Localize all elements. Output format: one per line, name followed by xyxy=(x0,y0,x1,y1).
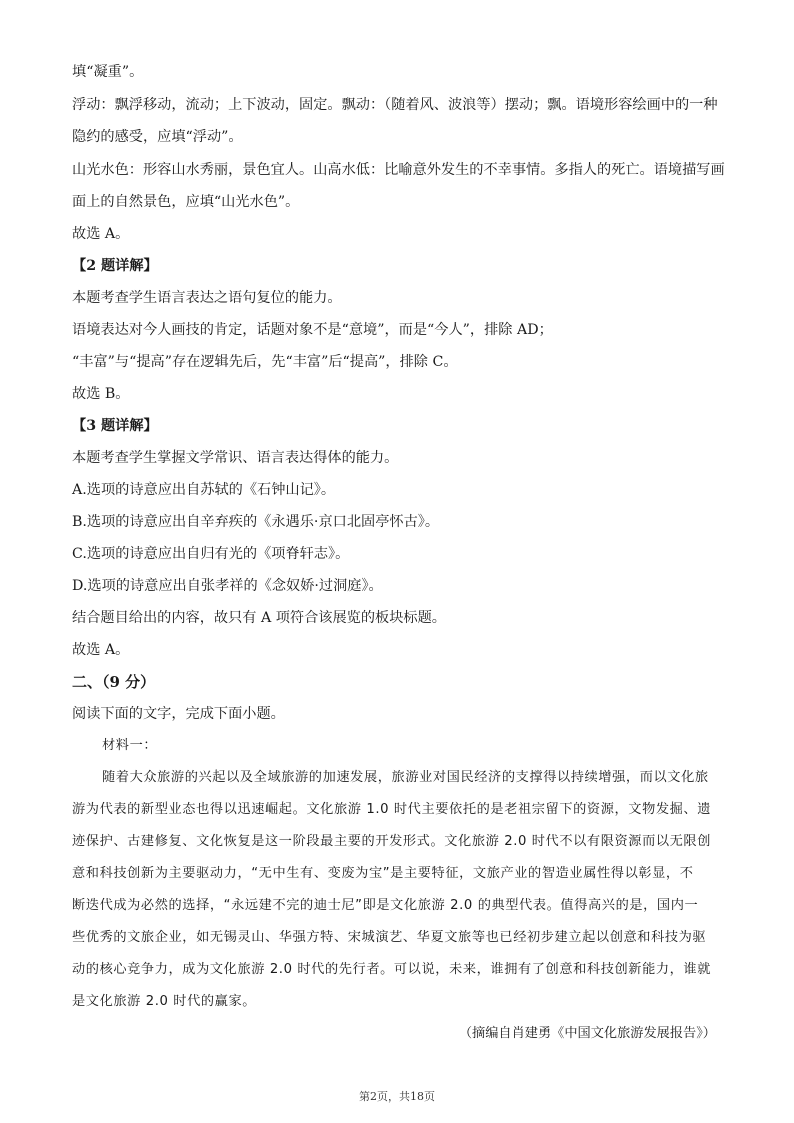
answer-line: 面上的自然景色，应填“山光水色”。 xyxy=(72,194,300,210)
answer-line: C.选项的诗意应出自归有光的《项脊轩志》。 xyxy=(72,546,350,562)
passage-line: 意和科技创新为主要驱动力，“无中生有、变废为宝”是主要特征，文旅产业的智造业属性得以彰显，不 xyxy=(72,866,694,881)
answer-line: “丰富”与“提高”存在逻辑先后，先“丰富”后“提高”，排除 C。 xyxy=(72,354,458,370)
instruction-text: 阅读下面的文字，完成下面小题。 xyxy=(72,706,285,722)
answer-line: 填“凝重”。 xyxy=(72,64,144,80)
answer-line: 本题考查学生掌握文学常识、语言表达得体的能力。 xyxy=(72,450,399,466)
answer-line: 故选 A。 xyxy=(72,226,130,242)
citation: （摘编自肖建勇《中国文化旅游发展报告》） xyxy=(458,1026,716,1041)
passage-line: 是文化旅游 2.0 时代的赢家。 xyxy=(72,994,257,1009)
answer-line: B.选项的诗意应出自辛弃疾的《永遇乐·京口北固亭怀古》。 xyxy=(72,514,440,530)
answer-line: A.选项的诗意应出自苏轼的《石钟山记》。 xyxy=(72,482,336,498)
material-label: 材料一： xyxy=(102,738,158,753)
answer-line: 结合题目给出的内容，故只有 A 项符合该展览的板块标题。 xyxy=(72,610,446,626)
page-number-footer: 第2页，共18页 xyxy=(359,1090,435,1103)
passage-line: 断迭代成为必然的选择，“永远建不完的迪士尼”即是文化旅游 2.0 的典型代表。值得高兴的是，国内一 xyxy=(72,898,699,913)
passage-line: 游为代表的新型业态也得以迅速崛起。文化旅游 1.0 时代主要依托的是老祖宗留下的资源，文物发掘、遗 xyxy=(72,802,712,817)
answer-line: 故选 A。 xyxy=(72,642,130,658)
question-2-heading: 【2 题详解】 xyxy=(72,258,158,274)
answer-line: 本题考查学生语言表达之语句复位的能力。 xyxy=(72,290,342,306)
answer-line: 隐约的感受，应填“浮动”。 xyxy=(72,129,243,145)
passage-line: 随着大众旅游的兴起以及全域旅游的加速发展，旅游业对国民经济的支撑得以持续增强，而以文化旅 xyxy=(102,770,709,785)
passage-line: 动的核心竞争力，成为文化旅游 2.0 时代的先行者。可以说，未来，谁拥有了创意和科技创新能力，谁就 xyxy=(72,962,712,977)
answer-line: D.选项的诗意应出自张孝祥的《念奴娇·过洞庭》。 xyxy=(72,578,383,594)
passage-line: 迹保护、古建修复、文化恢复是这一阶段最主要的开发形式。文化旅游 2.0 时代不以有限资源而以无限创 xyxy=(72,834,712,849)
answer-line: 山光水色：形容山水秀丽，景色宜人。山高水低：比喻意外发生的不幸事情。多指人的死亡。语境描写画 xyxy=(72,162,725,178)
answer-line: 浮动：飘浮移动，流动；上下波动，固定。飘动：（随着风、波浪等）摆动；飘。语境形容绘画中的一种 xyxy=(72,97,718,113)
passage-line: 些优秀的文旅企业，如无锡灵山、华强方特、宋城演艺、华夏文旅等也已经初步建立起以创意和科技为驱 xyxy=(72,930,707,945)
section-heading: 二、（9 分） xyxy=(72,673,156,691)
answer-line: 语境表达对今人画技的肯定，话题对象不是“意境”，而是“今人”，排除 AD； xyxy=(72,322,553,338)
answer-line: 故选 B。 xyxy=(72,386,130,402)
question-3-heading: 【3 题详解】 xyxy=(72,418,158,434)
